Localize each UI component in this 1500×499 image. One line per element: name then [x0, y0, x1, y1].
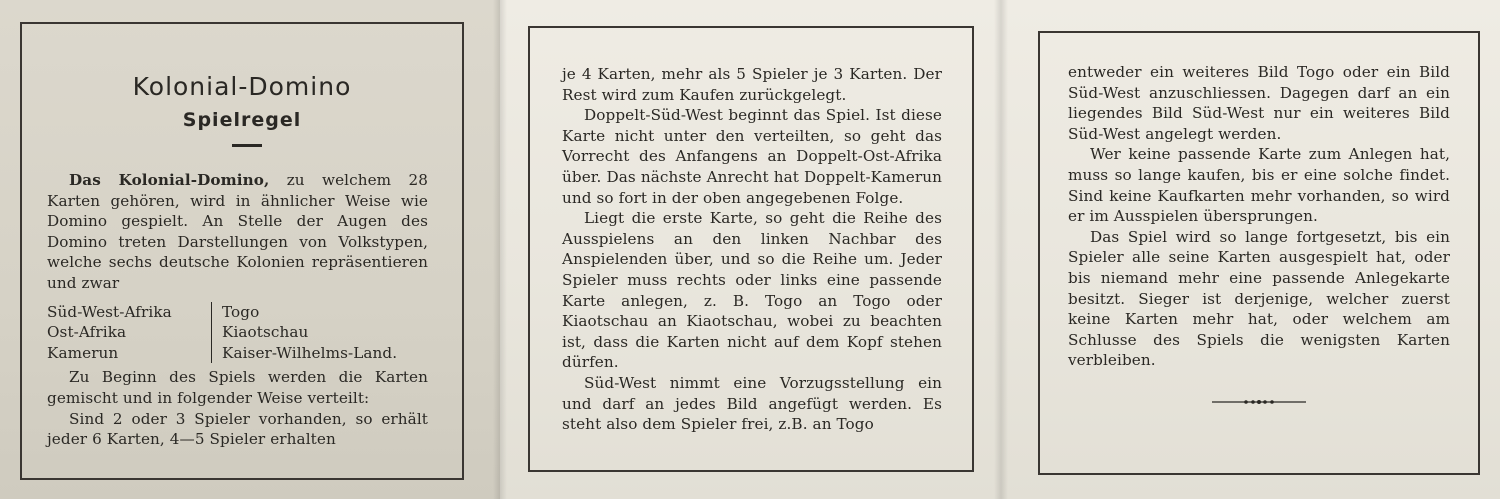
- page-title: Kolonial-Domino: [132, 72, 352, 101]
- colonies-table: [47, 302, 428, 364]
- fold-crease-right: [994, 0, 1008, 499]
- colony-name: Süd-West-Afrika: [47, 302, 172, 321]
- buying-paragraph: Wer keine passende Karte zum Anlegen hat, muss so lange kaufen, bis er eine solche findet. Sind keine Kaufkarten mehr vorhanden, so wird er im Ausspielen übersprungen.: [1068, 145, 1450, 226]
- title-rule: [232, 144, 262, 147]
- colony-name: Togo: [222, 302, 260, 321]
- colony-name: Kamerun: [47, 343, 119, 362]
- colony-name: Kaiser-Wilhelms-Land.: [222, 343, 398, 362]
- player-count-paragraph: Sind 2 oder 3 Spieler vorhanden, so erhält jeder 6 Karten, 4—5 Spieler erhalten: [47, 409, 428, 449]
- intro-bold: Das Kolonial-Domino,: [69, 171, 270, 189]
- intro-paragraph: [47, 170, 428, 294]
- right-page-text: [1068, 62, 1450, 371]
- fold-crease-left: [493, 0, 507, 499]
- start-paragraph: Doppelt-Süd-West beginnt das Spiel. Ist diese Karte nicht unter den verteilten, so geht das Vorrecht des Anfangens an Doppelt-Ost-Afrika über. Das nächste Anrecht hat Doppelt-Kamerun und so fort in der oben angegebenen Folge.: [562, 106, 942, 207]
- colony-name: Ost-Afrika: [47, 323, 127, 342]
- sued-west-paragraph: Süd-West nimmt eine Vorzugsstellung ein und darf an jedes Bild angefügt werden. Es steht also dem Spieler frei, z.B. an Togo: [562, 373, 942, 434]
- colony-name: Kiaotschau: [222, 323, 309, 342]
- middle-page-text: [562, 64, 942, 435]
- continuation-paragraph: je 4 Karten, mehr als 5 Spieler je 3 Karten. Der Rest wird zum Kaufen zurückgelegt.: [562, 65, 942, 104]
- distribution-paragraph: Zu Beginn des Spiels werden die Karten gemischt und in folgender Weise verteilt:: [47, 368, 428, 407]
- colonies-left-column: [47, 302, 212, 364]
- intro-rest: zu welchem 28 Karten gehören, wird in ähnlicher Weise wie Domino gespielt. An Stelle der Augen des Domino treten Darstellungen von Volkstypen, welche sechs deutsche Kolonien repräsentieren und zwar: [47, 171, 428, 292]
- turn-order-paragraph: Liegt die erste Karte, so geht die Reihe des Ausspielens an den linken Nachbar des Anspielenden über, und so die Reihe um. Jeder Spieler muss rechts oder links eine passende Karte anlegen, z. B. Togo an Togo oder Kiaotschau an Kiaotschau, wobei zu beachten ist, dass die Karten nicht auf dem Kopf stehen dürfen.: [562, 209, 942, 372]
- page-subtitle: Spielregel: [182, 109, 302, 131]
- colonies-right-column: [212, 302, 397, 364]
- left-page-text: [47, 170, 428, 450]
- winner-paragraph: Das Spiel wird so lange fortgesetzt, bis ein Spieler alle seine Karten ausgespielt hat, oder bis niemand mehr eine passende Anlegekarte besitzt. Sieger ist derjenige, welcher zuerst keine Karten mehr hat, oder welchem am Schlusse des Spiels die wenigsten Karten verbleiben.: [1068, 227, 1450, 370]
- closing-ornament-icon: [1212, 396, 1306, 408]
- continuation-paragraph: entweder ein weiteres Bild Togo oder ein Bild Süd-West anzuschliessen. Dagegen darf an ein liegendes Bild Süd-West nur ein weiteres Bild Süd-West angelegt werden.: [1068, 63, 1450, 143]
